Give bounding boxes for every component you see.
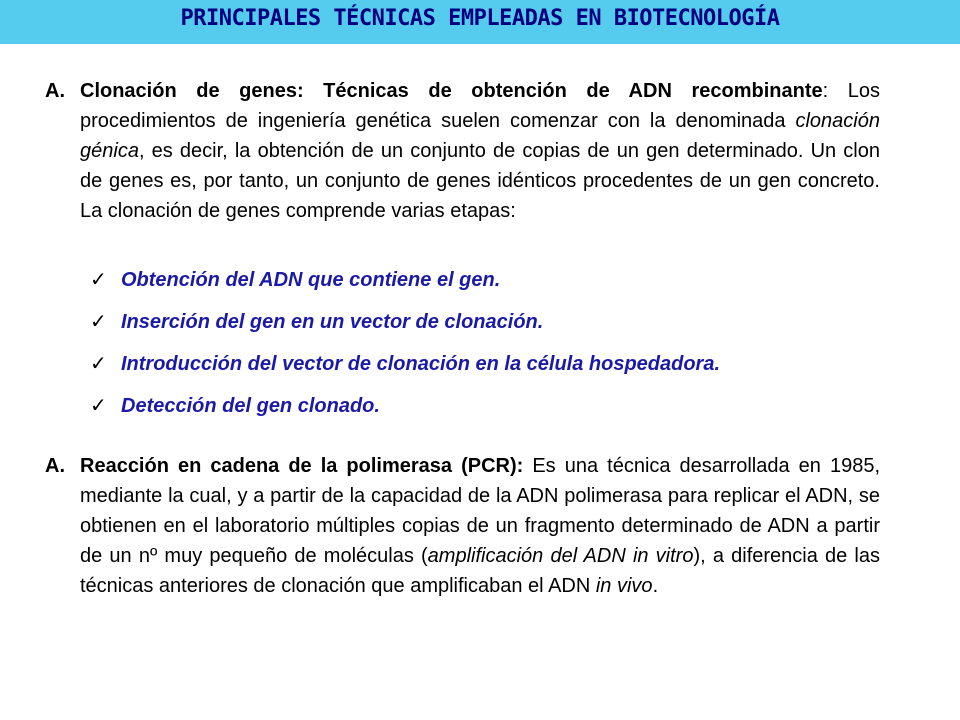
checkmark-icon: ✓ (90, 395, 107, 417)
step-text: Obtención del ADN que contiene el gen. (121, 269, 501, 291)
paragraph-text: Los procedimientos de ingeniería genética suelen comenzar con la denominada (80, 80, 880, 132)
section-heading: Clonación de genes: Técnicas de obtención de ADN recombinante (80, 80, 823, 102)
step-text: Inserción del gen en un vector de clonación. (121, 311, 544, 333)
italic-term: in vivo (595, 575, 653, 597)
list-item (90, 307, 890, 337)
step-text: Detección del gen clonado. (121, 395, 380, 417)
slide-title: PRINCIPALES TÉCNICAS EMPLEADAS EN BIOTECNOLOGÍA (180, 6, 780, 31)
italic-term: clonación génica (80, 110, 880, 162)
checkmark-icon: ✓ (90, 353, 107, 375)
paragraph-text: . (652, 575, 659, 597)
section-heading: Reacción en cadena de la polimerasa (PCR): (80, 455, 524, 477)
step-text: Introducción del vector de clonación en la célula hospedadora. (121, 353, 721, 375)
italic-term: amplificación del ADN in vitro (427, 545, 694, 567)
cloning-steps-list (90, 265, 890, 433)
list-item (90, 349, 890, 379)
paragraph-text: Es una técnica desarrollada en 1985, mediante la cual, y a partir de la capacidad de la ADN polimerasa para replicar el ADN, se obtienen en el laboratorio múltiples copias de un fragmento determinado de ADN a partir de un nº muy pequeño de moléculas ( (80, 455, 881, 567)
checkmark-icon: ✓ (90, 311, 107, 333)
section-paragraph (80, 451, 880, 601)
section-marker: A. (45, 455, 65, 477)
section-paragraph (80, 76, 880, 226)
paragraph-text: , es decir, la obtención de un conjunto de copias de un gen determinado. Un clon de genes es, por tanto, un conjunto de genes idénticos procedentes de un gen concreto. La clonación de genes comprende varias etapas: (80, 140, 880, 222)
paragraph-text: ), a diferencia de las técnicas anteriores de clonación que amplificaban el ADN (80, 545, 880, 597)
section-marker: A. (45, 80, 65, 102)
heading-colon: : (822, 80, 829, 102)
checkmark-icon: ✓ (90, 269, 107, 291)
section-gene-cloning (45, 76, 880, 226)
list-item (90, 391, 890, 421)
section-pcr (45, 451, 880, 601)
list-item (90, 265, 890, 295)
